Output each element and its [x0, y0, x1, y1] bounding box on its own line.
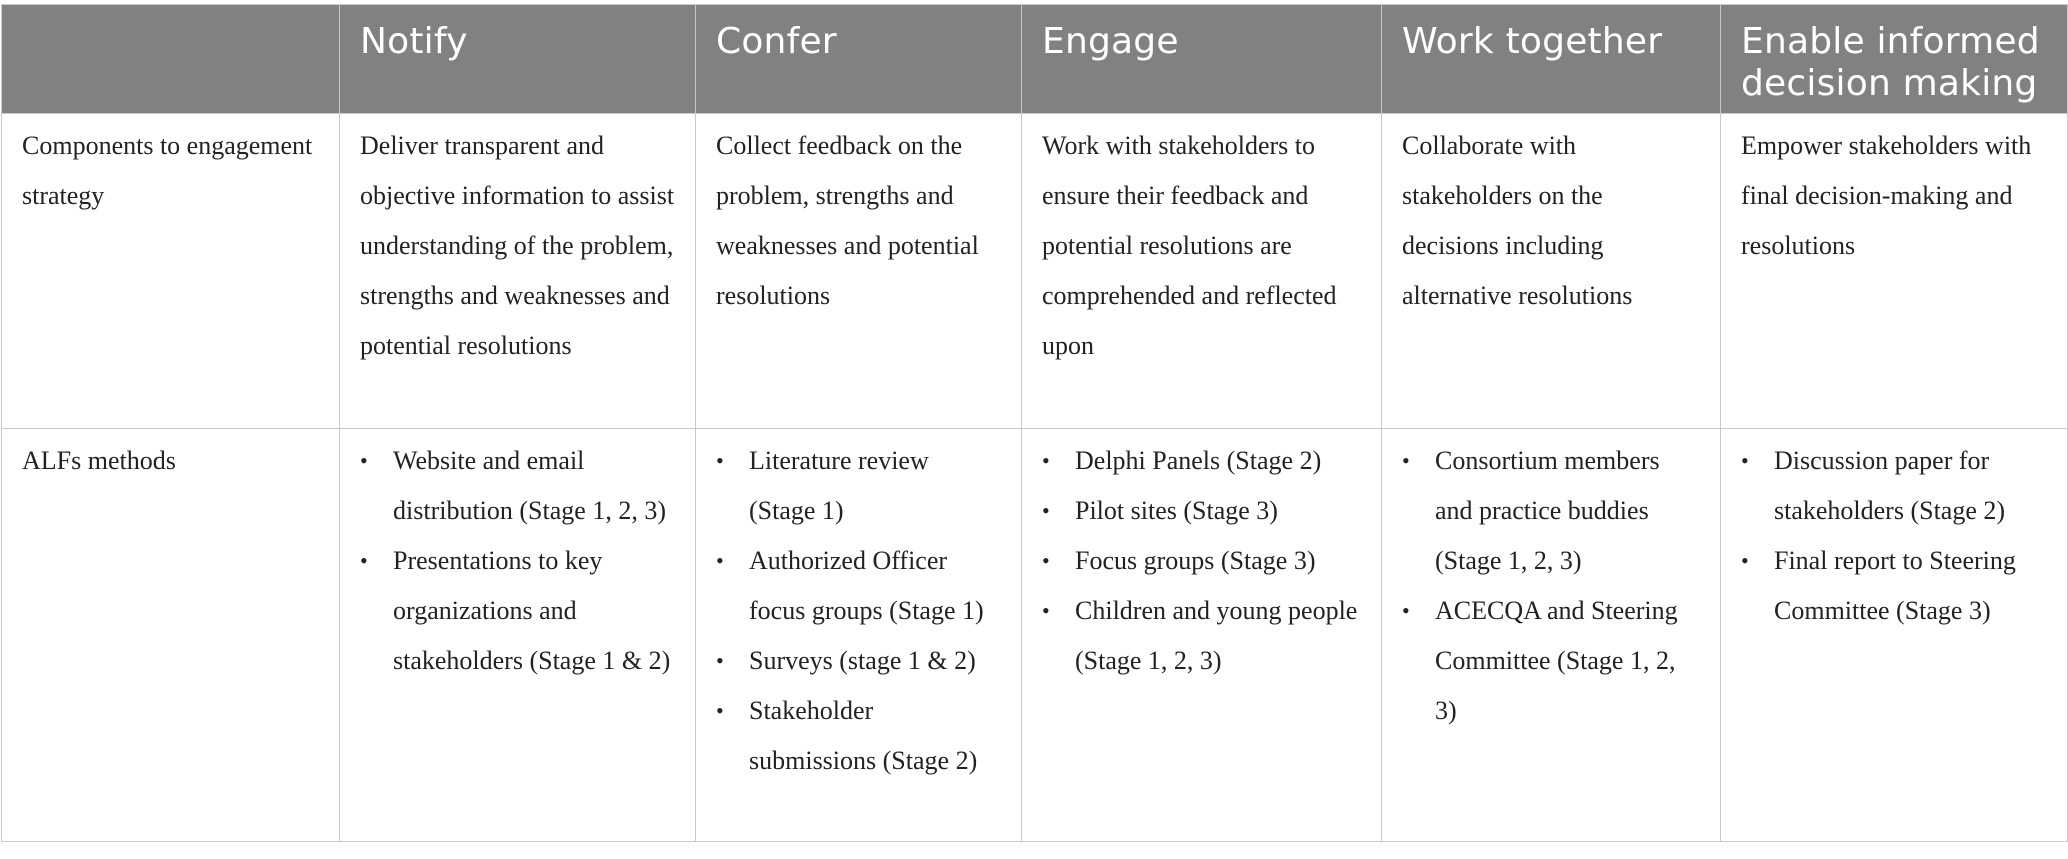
cell-components-confer: Collect feedback on the problem, strengths and weaknesses and potential resolutions [696, 114, 1022, 429]
cell-methods-confer [696, 429, 1022, 842]
header-row [2, 5, 2068, 114]
list-item: • Stakeholder submissions (Stage 2) [749, 686, 1001, 786]
list-item: • Focus groups (Stage 3) [1075, 536, 1361, 586]
methods-list-engage [1042, 436, 1361, 686]
list-item: • ACECQA and Steering Committee (Stage 1, 2, 3) [1435, 586, 1700, 736]
table-row-components [2, 114, 2068, 429]
row-label-methods: ALFs methods [2, 429, 340, 842]
list-item: • Presentations to key organizations and stakeholders (Stage 1 & 2) [393, 536, 675, 686]
methods-list-enable [1741, 436, 2047, 636]
cell-methods-work-together [1382, 429, 1721, 842]
list-item: • Discussion paper for stakeholders (Stage 2) [1774, 436, 2047, 536]
header-work-together: Work together [1382, 5, 1721, 114]
header-corner [2, 5, 340, 114]
row-label-components: Components to engagement strategy [2, 114, 340, 429]
cell-components-enable: Empower stakeholders with final decision-making and resolutions [1721, 114, 2068, 429]
list-item: • Children and young people (Stage 1, 2, 3) [1075, 586, 1361, 686]
list-item: • Authorized Officer focus groups (Stage 1) [749, 536, 1001, 636]
cell-methods-enable [1721, 429, 2068, 842]
header-notify: Notify [340, 5, 696, 114]
list-item: • Delphi Panels (Stage 2) [1075, 436, 1361, 486]
list-item: • Surveys (stage 1 & 2) [749, 636, 1001, 686]
list-item: • Website and email distribution (Stage 1, 2, 3) [393, 436, 675, 536]
list-item: • Literature review (Stage 1) [749, 436, 1001, 536]
header-engage: Engage [1022, 5, 1382, 114]
methods-list-work-together [1402, 436, 1700, 736]
methods-list-notify [360, 436, 675, 686]
engagement-table [1, 4, 2068, 842]
cell-methods-notify [340, 429, 696, 842]
header-enable-informed-decision-making: Enable informed decision making [1721, 5, 2068, 114]
cell-components-notify: Deliver transparent and objective information to assist understanding of the problem, strengths and weaknesses and potential resolutions [340, 114, 696, 429]
cell-methods-engage [1022, 429, 1382, 842]
list-item: • Final report to Steering Committee (Stage 3) [1774, 536, 2047, 636]
cell-components-work-together: Collaborate with stakeholders on the decisions including alternative resolutions [1382, 114, 1721, 429]
cell-components-engage: Work with stakeholders to ensure their feedback and potential resolutions are comprehended and reflected upon [1022, 114, 1382, 429]
list-item: • Pilot sites (Stage 3) [1075, 486, 1361, 536]
list-item: • Consortium members and practice buddies (Stage 1, 2, 3) [1435, 436, 1700, 586]
methods-list-confer [716, 436, 1001, 786]
header-confer: Confer [696, 5, 1022, 114]
table-row-methods [2, 429, 2068, 842]
